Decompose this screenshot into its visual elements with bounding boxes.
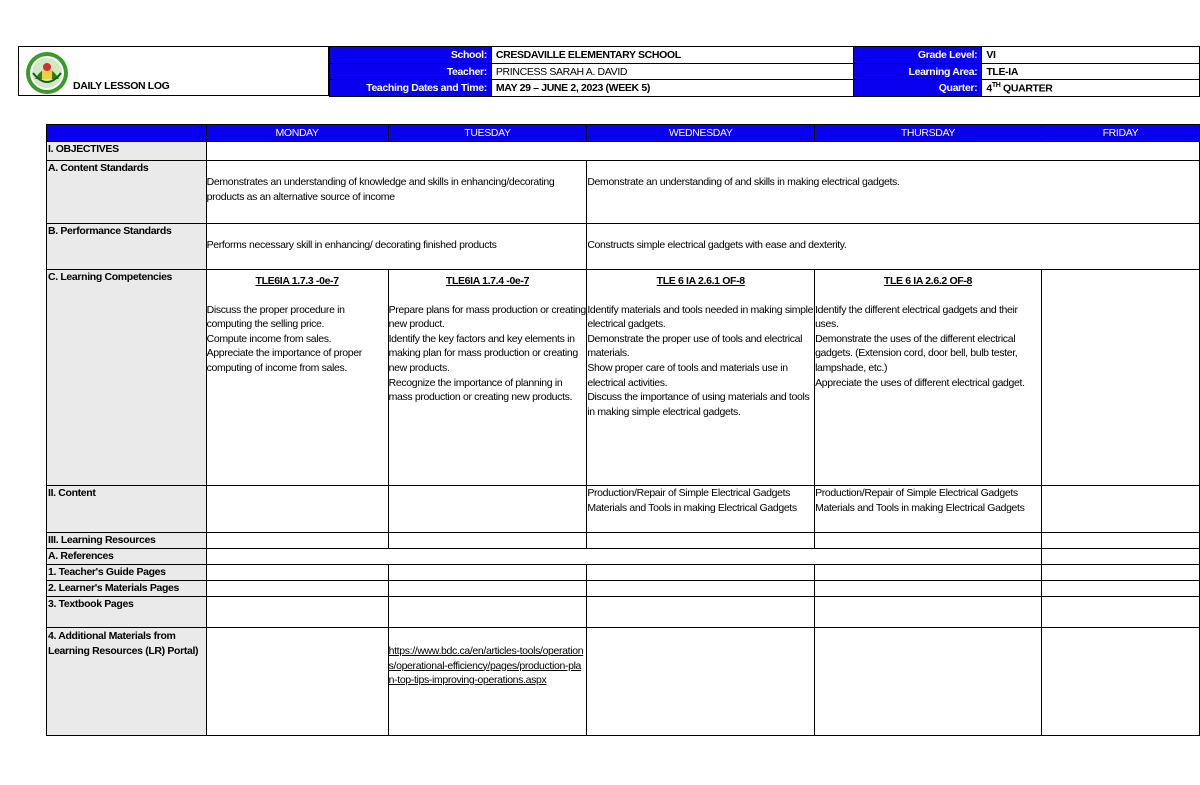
day-friday: FRIDAY — [1041, 125, 1199, 142]
lr-tuesday — [388, 533, 587, 549]
teachers-guide-label: 1. Teacher's Guide Pages — [47, 565, 207, 581]
tb-thursday — [815, 597, 1042, 628]
am-friday — [1041, 628, 1199, 736]
competency-code-tuesday: TLE6IA 1.7.4 -0e-7 — [445, 275, 530, 287]
lm-thursday — [815, 581, 1042, 597]
learning-competencies-row — [47, 270, 1200, 486]
lm-wednesday — [587, 581, 815, 597]
content-tuesday — [388, 486, 587, 533]
performance-standards-row — [47, 224, 1200, 270]
content-standards-row — [47, 161, 1200, 224]
performance-standards-wed-fri: Constructs simple electrical gadgets with ease and dexterity. — [587, 224, 1200, 270]
tg-thursday — [815, 565, 1042, 581]
tg-wednesday — [587, 565, 815, 581]
teacher-value: PRINCESS SARAH A. DAVID — [491, 63, 854, 80]
content-standards-mon-tue: Demonstrates an understanding of knowledge and skills in enhancing/decorating products as an alternative source of income — [206, 161, 587, 224]
tb-tuesday — [388, 597, 587, 628]
content-friday — [1041, 486, 1199, 533]
production-plan-link[interactable]: https://www.bdc.ca/en/articles-tools/operations/operational-efficiency/pages/production-plan-top-tips-improving-operations.aspx — [388, 645, 584, 687]
learning-area-label: Learning Area: — [854, 63, 982, 80]
lr-wednesday — [587, 533, 815, 549]
am-tuesday — [388, 628, 587, 736]
competency-text-tuesday: Prepare plans for mass production or creating new product. Identify the key factors and key elements in making plan for mass production or creating new products. Recognize the importance of planning in mass production or creating new products. — [388, 303, 586, 404]
competency-code-wednesday: TLE 6 IA 2.6.1 OF-8 — [656, 275, 745, 287]
grade-level-label: Grade Level: — [854, 47, 982, 64]
textbook-row — [47, 597, 1200, 628]
competency-wednesday — [587, 270, 815, 486]
lr-friday — [1041, 533, 1199, 549]
header-info-table — [329, 46, 1200, 97]
tg-tuesday — [388, 565, 587, 581]
objectives-label: I. OBJECTIVES — [47, 142, 207, 161]
tg-monday — [206, 565, 388, 581]
textbook-label: 3. Textbook Pages — [47, 597, 207, 628]
tb-monday — [206, 597, 388, 628]
references-row — [47, 549, 1200, 565]
am-monday — [206, 628, 388, 736]
competency-text-wednesday: Identify materials and tools needed in making simple electrical gadgets. Demonstrate the proper use of tools and electrical materials. Show proper care of tools and materials use in electrical activities. Discuss the importance of using materials and tools in making simple electrical gadgets. — [587, 303, 814, 418]
competency-friday — [1041, 270, 1199, 486]
tg-friday — [1041, 565, 1199, 581]
content-row — [47, 486, 1200, 533]
teaching-dates-label: Teaching Dates and Time: — [330, 80, 492, 97]
content-standards-wed-fri: Demonstrate an understanding of and skills in making electrical gadgets. — [587, 161, 1200, 224]
learners-materials-row — [47, 581, 1200, 597]
competency-code-monday: TLE6IA 1.7.3 -0e-7 — [255, 275, 339, 287]
learning-area-value: TLE-IA — [982, 63, 1200, 80]
learners-materials-label: 2. Learner's Materials Pages — [47, 581, 207, 597]
content-label: II. Content — [47, 486, 207, 533]
competency-text-monday: Discuss the proper procedure in computing the selling price. Compute income from sales. Appreciate the importance of proper computing of income from sales. — [206, 303, 362, 374]
day-header-blank — [47, 125, 207, 142]
lm-tuesday — [388, 581, 587, 597]
content-standards-label: A. Content Standards — [47, 161, 207, 224]
competency-text-thursday: Identify the different electrical gadgets and their uses. Demonstrate the uses of the different electrical gadgets. (Extension cord, door bell, bulb tester, lampshade, etc.) Appreciate the uses of different electrical gadget. — [815, 303, 1025, 389]
lesson-log-table — [46, 124, 1200, 736]
learning-resources-label: III. Learning Resources — [47, 533, 207, 549]
quarter-label: Quarter: — [854, 80, 982, 97]
teacher-label: Teacher: — [330, 63, 492, 80]
content-wednesday: Production/Repair of Simple Electrical Gadgets Materials and Tools in making Electrical Gadgets — [587, 486, 815, 533]
day-header-row — [47, 125, 1200, 142]
am-thursday — [815, 628, 1042, 736]
day-wednesday: WEDNESDAY — [587, 125, 815, 142]
grade-level-value: VI — [982, 47, 1200, 64]
school-value: CRESDAVILLE ELEMENTARY SCHOOL — [491, 47, 854, 64]
teachers-guide-row — [47, 565, 1200, 581]
deped-seal-icon — [25, 51, 69, 95]
competency-monday — [206, 270, 388, 486]
tb-friday — [1041, 597, 1199, 628]
learning-resources-row — [47, 533, 1200, 549]
competency-tuesday — [388, 270, 587, 486]
am-wednesday — [587, 628, 815, 736]
objectives-cell — [206, 142, 1199, 161]
lr-monday — [206, 533, 388, 549]
competency-code-thursday: TLE 6 IA 2.6.2 OF-8 — [883, 275, 972, 287]
additional-materials-row — [47, 628, 1200, 736]
learning-competencies-label: C. Learning Competencies — [47, 270, 207, 486]
references-mon-thu — [206, 549, 1041, 565]
day-tuesday: TUESDAY — [388, 125, 587, 142]
header-logo-box — [18, 46, 329, 96]
tb-wednesday — [587, 597, 815, 628]
lr-thursday — [815, 533, 1042, 549]
additional-materials-label: 4. Additional Materials from Learning Resources (LR) Portal) — [47, 628, 207, 736]
daily-lesson-log-title: DAILY LESSON LOG — [73, 80, 170, 92]
lm-friday — [1041, 581, 1199, 597]
day-thursday: THURSDAY — [815, 125, 1042, 142]
performance-standards-mon-tue: Performs necessary skill in enhancing/ decorating finished products — [206, 224, 587, 270]
performance-standards-label: B. Performance Standards — [47, 224, 207, 270]
references-friday — [1041, 549, 1199, 565]
references-label: A. References — [47, 549, 207, 565]
competency-thursday — [815, 270, 1042, 486]
quarter-value: 4TH QUARTER — [982, 80, 1200, 97]
content-thursday: Production/Repair of Simple Electrical Gadgets Materials and Tools in making Electrical Gadgets — [815, 486, 1042, 533]
teaching-dates-value: MAY 29 – JUNE 2, 2023 (WEEK 5) — [491, 80, 854, 97]
day-monday: MONDAY — [206, 125, 388, 142]
content-monday — [206, 486, 388, 533]
school-label: School: — [330, 47, 492, 64]
lm-monday — [206, 581, 388, 597]
objectives-row — [47, 142, 1200, 161]
